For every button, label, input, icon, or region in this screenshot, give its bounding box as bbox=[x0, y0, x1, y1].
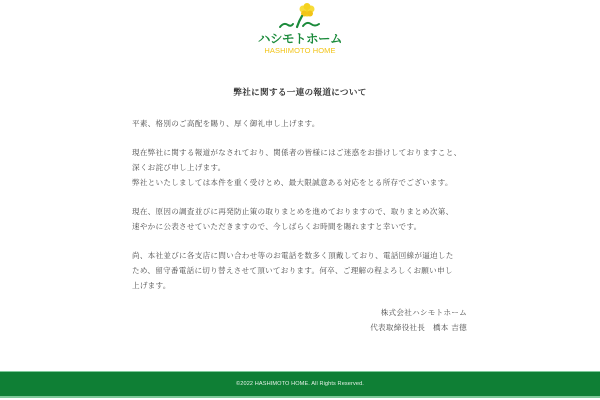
footer bbox=[0, 371, 600, 398]
signature-representative: 代表取締役社長 橋本 吉徳 bbox=[370, 323, 467, 332]
logo-name-en: HASHIMOTO HOME bbox=[264, 46, 336, 55]
page-title: 弊社に関する一連の報道について bbox=[233, 87, 367, 98]
paragraph-phone-notice bbox=[132, 248, 477, 293]
paragraph-line: 上げます。 bbox=[132, 281, 171, 290]
signature-company: 株式会社ハシモトホーム bbox=[380, 308, 467, 317]
logo[interactable] bbox=[258, 2, 342, 54]
paragraph-apology bbox=[132, 145, 477, 190]
copyright-text: ©2022 HASHIMOTO HOME. All Rights Reserved. bbox=[236, 381, 364, 387]
paragraph-line: 現在、原因の調査並びに再発防止策の取りまとめを進めておりますので、取りまとめ次第、 bbox=[132, 207, 454, 216]
paragraph-greeting bbox=[132, 116, 477, 131]
signature bbox=[370, 305, 467, 335]
dandelion-icon bbox=[258, 2, 342, 32]
logo-name-jp: ハシモトホーム bbox=[258, 31, 343, 46]
paragraph-line: 尚、本社並びに各支店に問い合わせ等のお電話を数多く頂戴しており、電話回線が逼迫した bbox=[132, 251, 454, 260]
paragraph-investigation bbox=[132, 204, 477, 234]
paragraph-line: ため、留守番電話に切り替えさせて頂いております。何卒、ご理解の程よろしくお願い申し bbox=[132, 266, 453, 275]
paragraph-line: 現在弊社に関する報道がなされており、関係者の皆様にはご迷惑をお掛けしておりますこと、 bbox=[132, 148, 462, 157]
paragraph-line: 深くお詫び申し上げます。 bbox=[132, 163, 226, 172]
paragraph-line: 平素、格別のご高配を賜り、厚く御礼申し上げます。 bbox=[132, 119, 320, 128]
article-body bbox=[132, 116, 477, 307]
paragraph-line: 速やかに公表させていただきますので、今しばらくお時間を賜れますと幸いです。 bbox=[132, 222, 422, 231]
paragraph-line: 弊社といたしましては本件を重く受けとめ、最大限誠意ある対応をとる所存でございます。 bbox=[132, 178, 453, 187]
